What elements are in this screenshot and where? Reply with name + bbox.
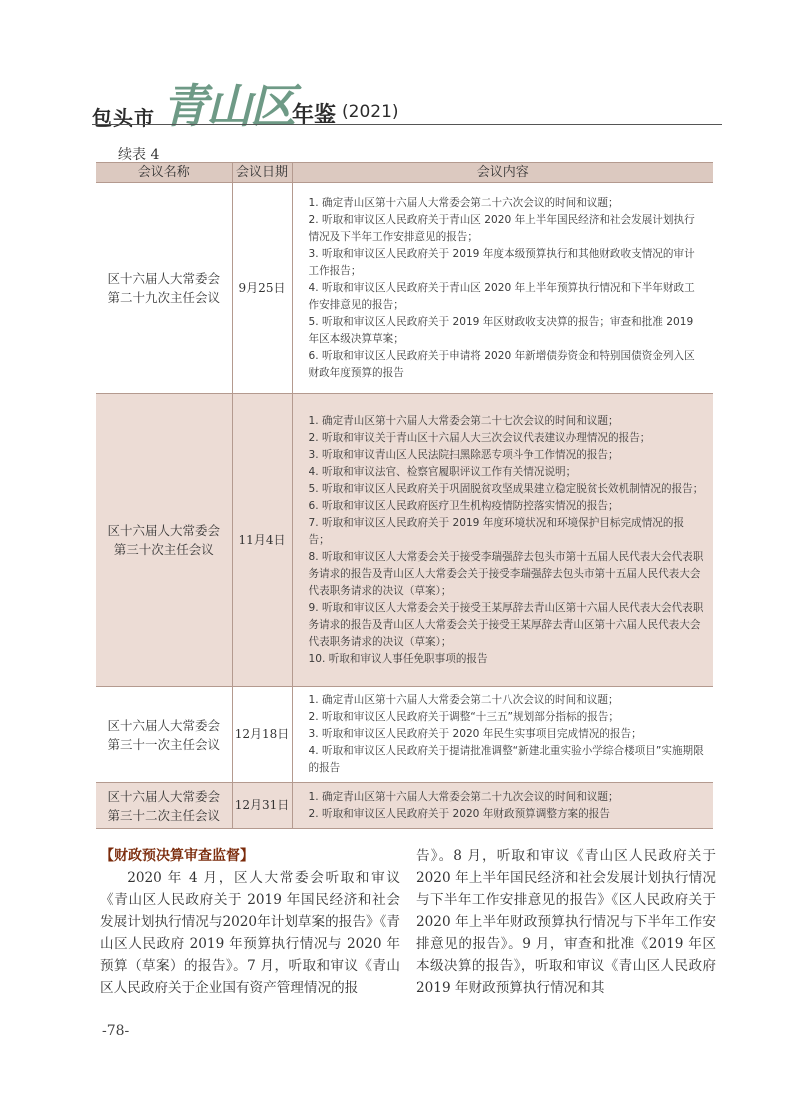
meeting-date-cell: 12月18日 <box>232 687 292 783</box>
agenda-item: 2. 听取和审议区人民政府关于 2020 年财政预算调整方案的报告 <box>308 807 610 820</box>
header-meeting-date: 会议日期 <box>232 163 292 183</box>
table-row <box>96 394 713 687</box>
agenda-item: 9. 听取和审议区人大常委会关于接受王某厚辞去青山区第十六届人民代表大会代表职务请求的报告及青山区人大常委会关于接受王某厚辞去青山区第十六届人民代表大会代表职务请求的决议（草案）； <box>308 601 704 648</box>
agenda-item: 2. 听取和审议区人民政府关于调整“十三五”规划部分指标的报告； <box>308 711 619 723</box>
agenda-item: 3. 听取和审议区人民政府关于 2019 年度本级预算执行和其他财政收支情况的审计工作报告； <box>308 247 695 277</box>
body-paragraph-right: 告》。8 月，听取和审议《青山区人民政府关于 2020 年上半年国民经济和社会发展计划执行情况与下半年工作安排意见的报告》《区人民政府关于 2020 年上半年财政预算执行情况与下半年工作安排意见的报告》。9 月，审查和批准《2019 年区本级决算的报告》，听取和审议《青山区人民政府 2019 年财政预算执行情况和其 <box>416 848 716 996</box>
agenda-item: 10. 听取和审议人事任免职事项的报告 <box>308 652 488 665</box>
body-column-right <box>416 845 716 999</box>
agenda-item: 1. 确定青山区第十六届人大常委会第二十八次会议的时间和议题； <box>308 694 619 706</box>
agenda-item: 5. 听取和审议区人民政府关于 2019 年区财政收支决算的报告；审查和批准 2019 年区本级决算草案； <box>308 315 694 345</box>
meeting-content-cell <box>292 394 713 687</box>
page-header <box>92 68 722 133</box>
meeting-name-cell: 区十六届人大常委会 第三十一次主任会议 <box>96 687 232 783</box>
table-caption: 续表 4 <box>118 147 160 163</box>
header-edition: (2021) <box>342 102 399 122</box>
meeting-name-cell: 区十六届人大常委会 第三十次主任会议 <box>96 394 232 687</box>
agenda-item: 1. 确定青山区第十六届人大常委会第二十九次会议的时间和议题； <box>308 790 619 803</box>
meeting-name-cell: 区十六届人大常委会 第三十二次主任会议 <box>96 783 232 829</box>
agenda-item: 4. 听取和审议法官、检察官履职评议工作有关情况说明； <box>308 465 577 478</box>
meeting-name-cell: 区十六届人大常委会 第二十九次主任会议 <box>96 183 232 394</box>
meeting-content-cell <box>292 183 713 394</box>
agenda-item: 2. 听取和审议区人民政府关于青山区 2020 年上半年国民经济和社会发展计划执行情况及下半年工作安排意见的报告； <box>308 213 695 243</box>
table-header-row <box>96 163 713 183</box>
meetings-table <box>96 162 713 829</box>
header-brand-logo: 青山区 <box>162 79 294 133</box>
section-title: 【财政预决算审查监督】 <box>100 848 254 864</box>
agenda-item: 5. 听取和审议区人民政府关于巩固脱贫攻坚成果建立稳定脱贫长效机制情况的报告； <box>308 482 704 495</box>
agenda-item: 1. 确定青山区第十六届人大常委会第二十六次会议的时间和议题； <box>308 196 619 209</box>
header-meeting-content: 会议内容 <box>292 163 713 183</box>
agenda-item: 3. 听取和审议青山区人民法院扫黑除恶专项斗争工作情况的报告； <box>308 448 619 461</box>
agenda-item: 7. 听取和审议区人民政府关于 2019 年度环境状况和环境保护目标完成情况的报告； <box>308 516 685 546</box>
header-rule <box>92 124 722 125</box>
page-number: -78- <box>102 1023 130 1039</box>
agenda-item: 4. 听取和审议区人民政府关于青山区 2020 年上半年预算执行情况和下半年财政工作安排意见的报告； <box>308 281 695 311</box>
agenda-item: 1. 确定青山区第十六届人大常委会第二十七次会议的时间和议题； <box>308 414 619 427</box>
table-row <box>96 783 713 829</box>
agenda-item: 3. 听取和审议区人民政府关于 2020 年民生实事项目完成情况的报告； <box>308 728 642 740</box>
body-column-left <box>100 845 400 999</box>
agenda-item: 6. 听取和审议区人民政府医疗卫生机构疫情防控落实情况的报告； <box>308 499 619 512</box>
table-row <box>96 687 713 783</box>
meeting-date-cell: 11月4日 <box>232 394 292 687</box>
meeting-date-cell: 9月25日 <box>232 183 292 394</box>
agenda-item: 4. 听取和审议区人民政府关于提请批准调整“新建北重实验小学综合楼项目”实施期限的报告 <box>308 745 704 774</box>
table-row <box>96 183 713 394</box>
header-city: 包头市 <box>92 106 155 130</box>
agenda-item: 2. 听取和审议关于青山区十六届人大三次会议代表建议办理情况的报告； <box>308 431 651 444</box>
header-meeting-name: 会议名称 <box>96 163 232 183</box>
agenda-item: 6. 听取和审议区人民政府关于申请将 2020 年新增债券资金和特别国债资金列入区财政年度预算的报告 <box>308 349 695 379</box>
meeting-content-cell <box>292 783 713 829</box>
header-yearbook: 年鉴 <box>292 102 337 128</box>
meeting-content-cell <box>292 687 713 783</box>
body-paragraph-left: 2020 年 4 月，区人大常委会听取和审议《青山区人民政府关于 2019 年国民经济和社会发展计划执行情况与2020年计划草案的报告》《青山区人民政府 2019 年预算执行情况与 2020 年预算（草案）的报告》。7 月，听取和审议《青山区人民政府关于企业国有资产管理情况的报 <box>100 870 400 996</box>
agenda-item: 8. 听取和审议区人大常委会关于接受李瑞强辞去包头市第十五届人民代表大会代表职务请求的报告及青山区人大常委会关于接受李瑞强辞去包头市第十五届人民代表大会代表职务请求的决议（草案）； <box>308 550 704 597</box>
meeting-date-cell: 12月31日 <box>232 783 292 829</box>
